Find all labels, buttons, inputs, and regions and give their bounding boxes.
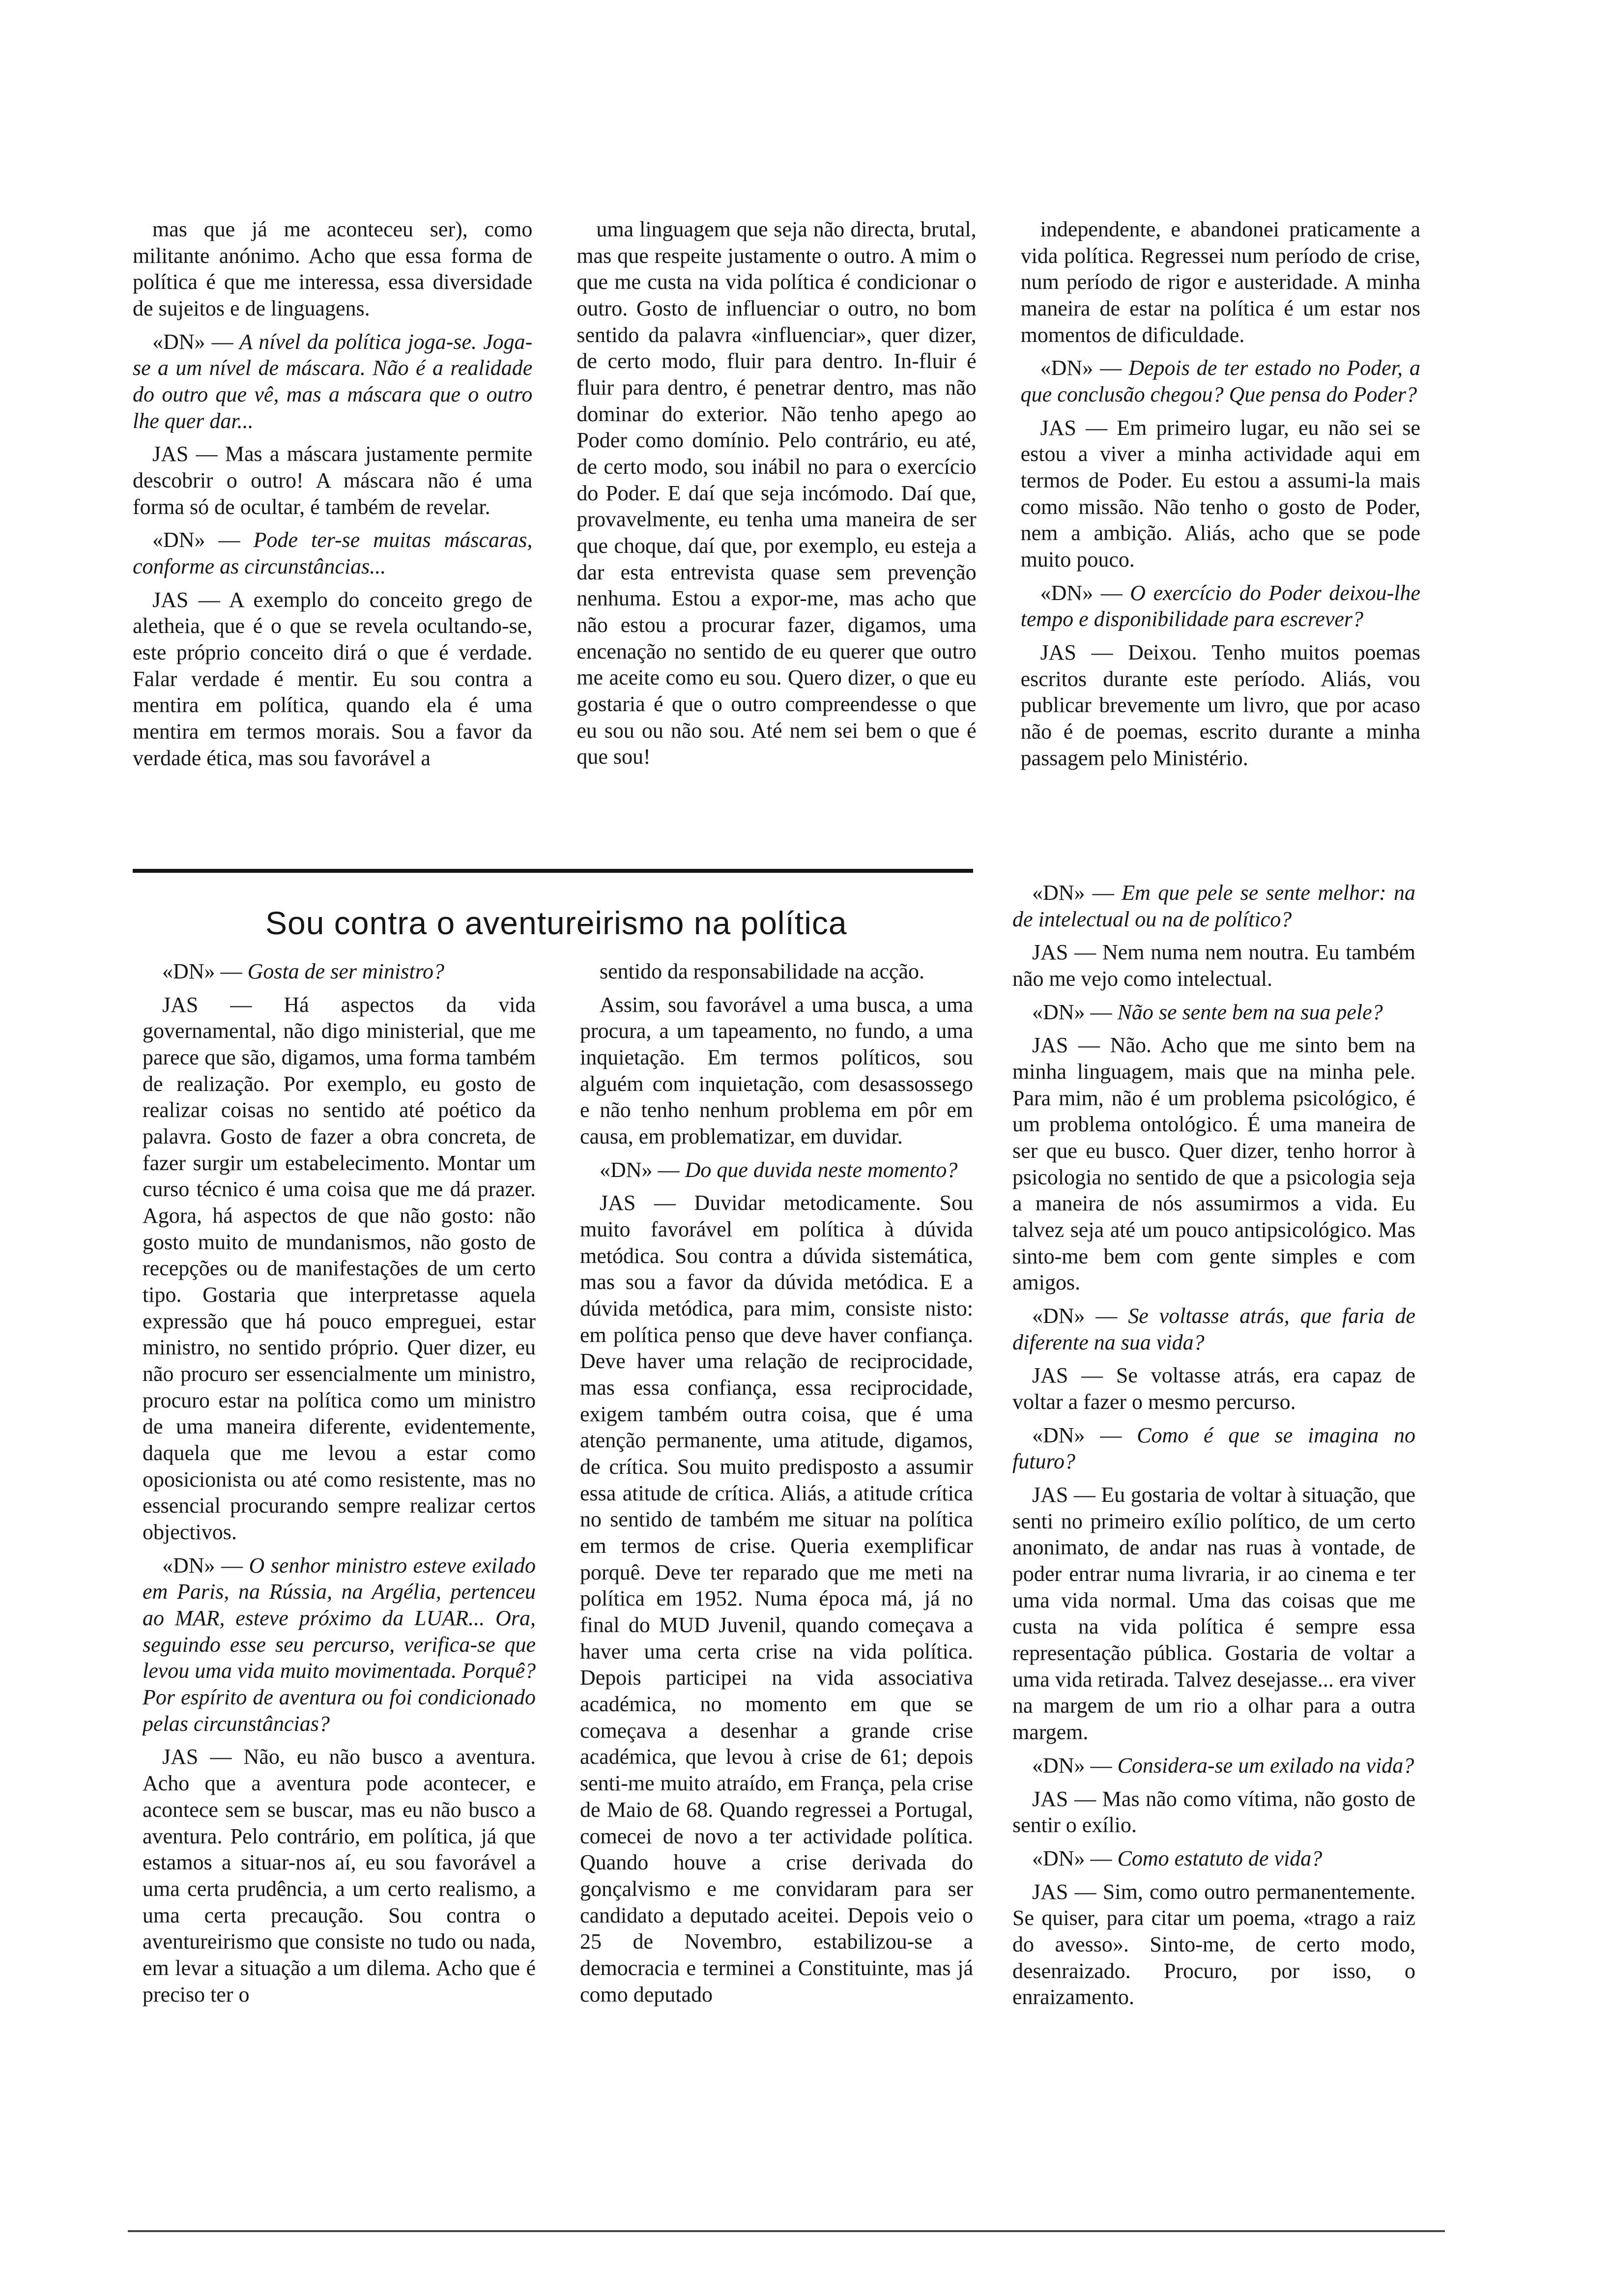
speaker-label: «DN» — (1032, 1846, 1112, 1870)
paragraph-text: JAS — Deixou. Tenho muitos poemas escritos durante este período. Aliás, vou publicar brevemente um livro, que por acaso não é de poemas, escrito durante a minha passagem pelo Ministério. (1020, 640, 1420, 770)
top-column-1 (133, 216, 532, 855)
paragraph-text: JAS — Sim, como outro permanentemente. Se quiser, para citar um poema, «trago a raiz do avesso». Sinto-me, de certo modo, desenraizado. Procuro, por isso, o enraizamento. (1012, 1879, 1415, 2009)
paragraph-text: A nível da política joga-se. Joga-se a um nível de máscara. Não é a realidade do outro que vê, mas a máscara que o outro lhe quer dar... (133, 329, 533, 433)
speaker-label: «DN» — (1032, 1000, 1112, 1024)
paragraph-text: Assim, sou favorável a uma busca, a uma procura, a um tapeamento, no fundo, a uma inquietação. Em termos políticos, sou alguém com inquietação, com desassossego e não tenho nenhum problema em pôr em causa, em problematizar, em duvidar. (580, 992, 973, 1149)
paragraph (580, 992, 973, 1150)
paragraph-text: Depois de ter estado no Poder, a que conclusão chegou? Que pensa do Poder? (1020, 356, 1420, 407)
paragraph-text: Se voltasse atrás, que faria de diferente na sua vida? (1012, 1304, 1415, 1354)
speaker-label: «DN» — (1032, 1753, 1112, 1778)
paragraph (143, 1744, 536, 2008)
paragraph (1021, 580, 1420, 632)
page-bottom-rule (128, 2230, 1445, 2232)
paragraph (143, 1552, 536, 1737)
paragraph (133, 527, 532, 579)
section-divider (133, 869, 973, 873)
paragraph (143, 992, 536, 1546)
paragraph-text: O senhor ministro esteve exilado em Paris, na Rússia, na Argélia, pertenceu ao MAR, esteve próximo da LUAR... Ora, seguindo esse seu percurso, verifica-se que levou uma vida muito movimentada. Porquê? Por espírito de aventura ou foi condicionado pelas circunstâncias? (143, 1553, 536, 1736)
speaker-label: «DN» — (1040, 580, 1123, 605)
paragraph-text: JAS — Não. Acho que me sinto bem na minha linguagem, mais que na minha pele. Para mim, não é um problema psicológico, é um problema ontológico. É uma maneira de ser que eu busco. Quer dizer, tenho horror à psicologia no sentido de que a psicologia seja a maneira de nós assumirmos a vida. Eu talvez seja até um pouco antipsicológico. Mas sinto-me bem com gente simples e com amigos. (1012, 1033, 1415, 1295)
speaker-label: «DN» — (152, 329, 233, 354)
paragraph-text: Do que duvida neste momento? (679, 1157, 958, 1182)
paragraph-text: JAS — Eu gostaria de voltar à situação, que senti no primeiro exílio político, de um certo anonimato, de andar nas ruas à vontade, de poder entrar numa livraria, ir ao cinema e ter uma vida normal. Uma das coisas que me custa na vida política é sempre essa representação pública. Gostaria de voltar a uma vida retirada. Talvez desejasse... era viver na margem de um rio a olhar para a outra margem. (1012, 1483, 1415, 1745)
paragraph-text: JAS — Mas não como vítima, não gosto de sentir o exílio. (1012, 1786, 1415, 1837)
paragraph-text: Em que pele se sente melhor: na de intelectual ou na de político? (1012, 881, 1416, 931)
paragraph-text: JAS — Não, eu não busco a aventura. Acho que a aventura pode acontecer, e acontece sem se buscar, mas eu não busco a aventura. Pelo contrário, em política, já que estamos a situar-nos aí, eu sou favorável a uma certa prudência, a um certo realismo, a uma certa precaução. Sou contra o aventureirismo que consiste no tudo ou nada, em levar a situação a um dilema. Acho que é preciso ter o (143, 1745, 536, 2007)
paragraph (133, 587, 532, 772)
paragraph (1021, 216, 1420, 348)
paragraph (133, 216, 532, 322)
paragraph-text: sentido da responsabilidade na acção. (600, 959, 924, 983)
bottom-column-2 (580, 958, 973, 2216)
paragraph-text: O exercício do Poder deixou-lhe tempo e disponibilidade para escrever? (1020, 580, 1420, 631)
paragraph (1012, 880, 1415, 932)
top-section (133, 216, 1420, 855)
paragraph (133, 329, 532, 434)
paragraph-text: Considera-se um exilado na vida? (1112, 1753, 1414, 1778)
paragraph-text: JAS — A exemplo do conceito grego de aletheia, que é o que se revela ocultando-se, este próprio conceito dirá o que é verdade. Falar verdade é mentir. Eu sou contra a mentira em política, quando ela é uma mentira em termos morais. Sou a favor da verdade ética, mas sou favorável a (133, 587, 533, 770)
bottom-column-1 (143, 958, 536, 2216)
bottom-section (143, 958, 1420, 2216)
speaker-label: «DN» — (1040, 356, 1122, 380)
paragraph-text: independente, e abandonei praticamente a vida política. Regressei num período de crise, num período de rigor e austeridade. A minha maneira de estar na política é um estar nos momentos de dificuldade. (1020, 217, 1420, 347)
paragraph (576, 216, 976, 770)
paragraph-text: JAS — Há aspectos da vida governamental, não digo ministerial, que me parece que são, digamos, uma forma também de realização. Por exemplo, eu gosto de realizar coisas no sentido até poético da palavra. Gosto de fazer a obra concreta, de fazer surgir um estabelecimento. Montar um curso técnico é uma coisa que me dá prazer. Agora, há aspectos de que não gosto: não gosto muito de mundanismos, não gosto de recepções ou de manifestações de um certo tipo. Gostaria que interpretasse aquela expressão que há pouco empreguei, estar ministro, no sentido próprio. Quer dizer, eu não procuro ser essencialmente um ministro, procuro estar na política como um ministro de uma maneira diferente, evidentemente, daquela que me levou a estar como oposicionista ou até como resistente, mas no essencial procurando sempre realizar certos objectivos. (143, 992, 536, 1545)
speaker-label: «DN» — (162, 1553, 243, 1578)
top-column-3 (1021, 216, 1420, 855)
paragraph (580, 1157, 973, 1183)
speaker-label: «DN» — (600, 1157, 680, 1182)
paragraph (1021, 415, 1420, 573)
paragraph (133, 441, 532, 520)
paragraph (1021, 355, 1420, 407)
paragraph-text: JAS — Duvidar metodicamente. Sou muito favorável em política à dúvida metódica. Sou contra a dúvida sistemática, mas sou a favor da dúvida metódica. E a dúvida metódica, para mim, consiste nisto: em política penso que deve haver confiança. Deve haver uma relação de reciprocidade, mas essa confiança, essa reciprocidade, exigem também outra coisa, que é uma atenção permanente, uma atitude, digamos, de crítica. Sou muito predisposto a assumir essa atitude de crítica. Aliás, a atitude crítica no sentido de também me situar na política em termos de crise. Queria exemplificar porquê. Deve ter reparado que me meti na política em 1952. Numa época má, já no final do MUD Juvenil, quando começava a haver uma certa crise na vida política. Depois participei na vida associativa académica, no momento em que se começava a desenhar a grande crise académica, que levou à crise de 61; depois senti-me muito atraído, em França, pela crise de Maio de 68. Quando regressei a Portugal, comecei de novo a ter actividade política. Quando houve a crise derivada do gonçalvismo e me convidaram para ser candidato a deputado aceitei. Depois veio o 25 de Novembro, estabilizou-se a democracia e terminei a Constituinte, mas já como deputado (580, 1191, 973, 2007)
paragraph (1021, 639, 1420, 771)
speaker-label: «DN» — (152, 528, 240, 552)
top-column-2 (576, 216, 976, 855)
paragraph-text: mas que já me aconteceu ser), como militante anónimo. Acho que essa forma de política é que me interessa, essa diversidade de sujeitos e de linguagens. (133, 217, 533, 321)
paragraph-text: JAS — Em primeiro lugar, eu não sei se estou a viver a minha actividade aqui em termos de Poder. Eu estou a assumi-la mais como missão. Não tenho o gosto de Poder, nem a ambição. Aliás, acho que se pode muito pouco. (1020, 415, 1420, 572)
paragraph-text: Como estatuto de vida? (1112, 1846, 1323, 1870)
paragraph-text: Gosta de ser ministro? (242, 959, 445, 983)
paragraph-text: Não se sente bem na sua pele? (1112, 1000, 1383, 1024)
section-subheading: Sou contra o aventureirismo na política (265, 905, 847, 941)
speaker-label: «DN» — (162, 959, 242, 983)
paragraph (580, 1190, 973, 2008)
paragraph-text: JAS — Mas a máscara justamente permite descobrir o outro! A máscara não é uma forma só de ocultar, é também de revelar. (133, 442, 533, 519)
paragraph-text: JAS — Se voltasse atrás, era capaz de voltar a fazer o mesmo percurso. (1012, 1363, 1415, 1414)
speaker-label: «DN» — (1032, 881, 1114, 905)
paragraph (143, 958, 536, 985)
paragraph-text: uma linguagem que seja não directa, brutal, mas que respeite justamente o outro. A mim o que me custa na vida política é condicionar o outro. Gosto de influenciar o outro, no bom sentido da palavra «influenciar», quer dizer, de certo modo, fluir para dentro. In-fluir é fluir para dentro, é penetrar dentro, mas não dominar do exterior. Não tenho apego ao Poder como domínio. Pelo contrário, eu até, de certo modo, sou inábil no para o exercício do Poder. E daí que seja incómodo. Daí que, provavelmente, eu tenha uma maneira de ser que choque, daí que, por exemplo, eu esteja a dar esta entrevista quase sem prevenção nenhuma. Estou a expor-me, mas acho que não estou a procurar fazer, digamos, uma encenação no sentido de eu querer que outro me aceite como eu sou. Quero dizer, o que eu gostaria é que o outro compreendesse o que eu sou ou não sou. Até nem sei bem o que é que sou! (576, 217, 977, 769)
paragraph-text: JAS — Nem numa nem noutra. Eu também não me vejo como intelectual. (1012, 940, 1415, 991)
speaker-label: «DN» — (1032, 1304, 1118, 1328)
speaker-label: «DN» — (1032, 1423, 1122, 1447)
paragraph-text: Como é que se imagina no futuro? (1012, 1423, 1415, 1474)
paragraph-text: Pode ter-se muitas máscaras, conforme as circunstâncias... (133, 528, 533, 579)
paragraph (580, 958, 973, 985)
